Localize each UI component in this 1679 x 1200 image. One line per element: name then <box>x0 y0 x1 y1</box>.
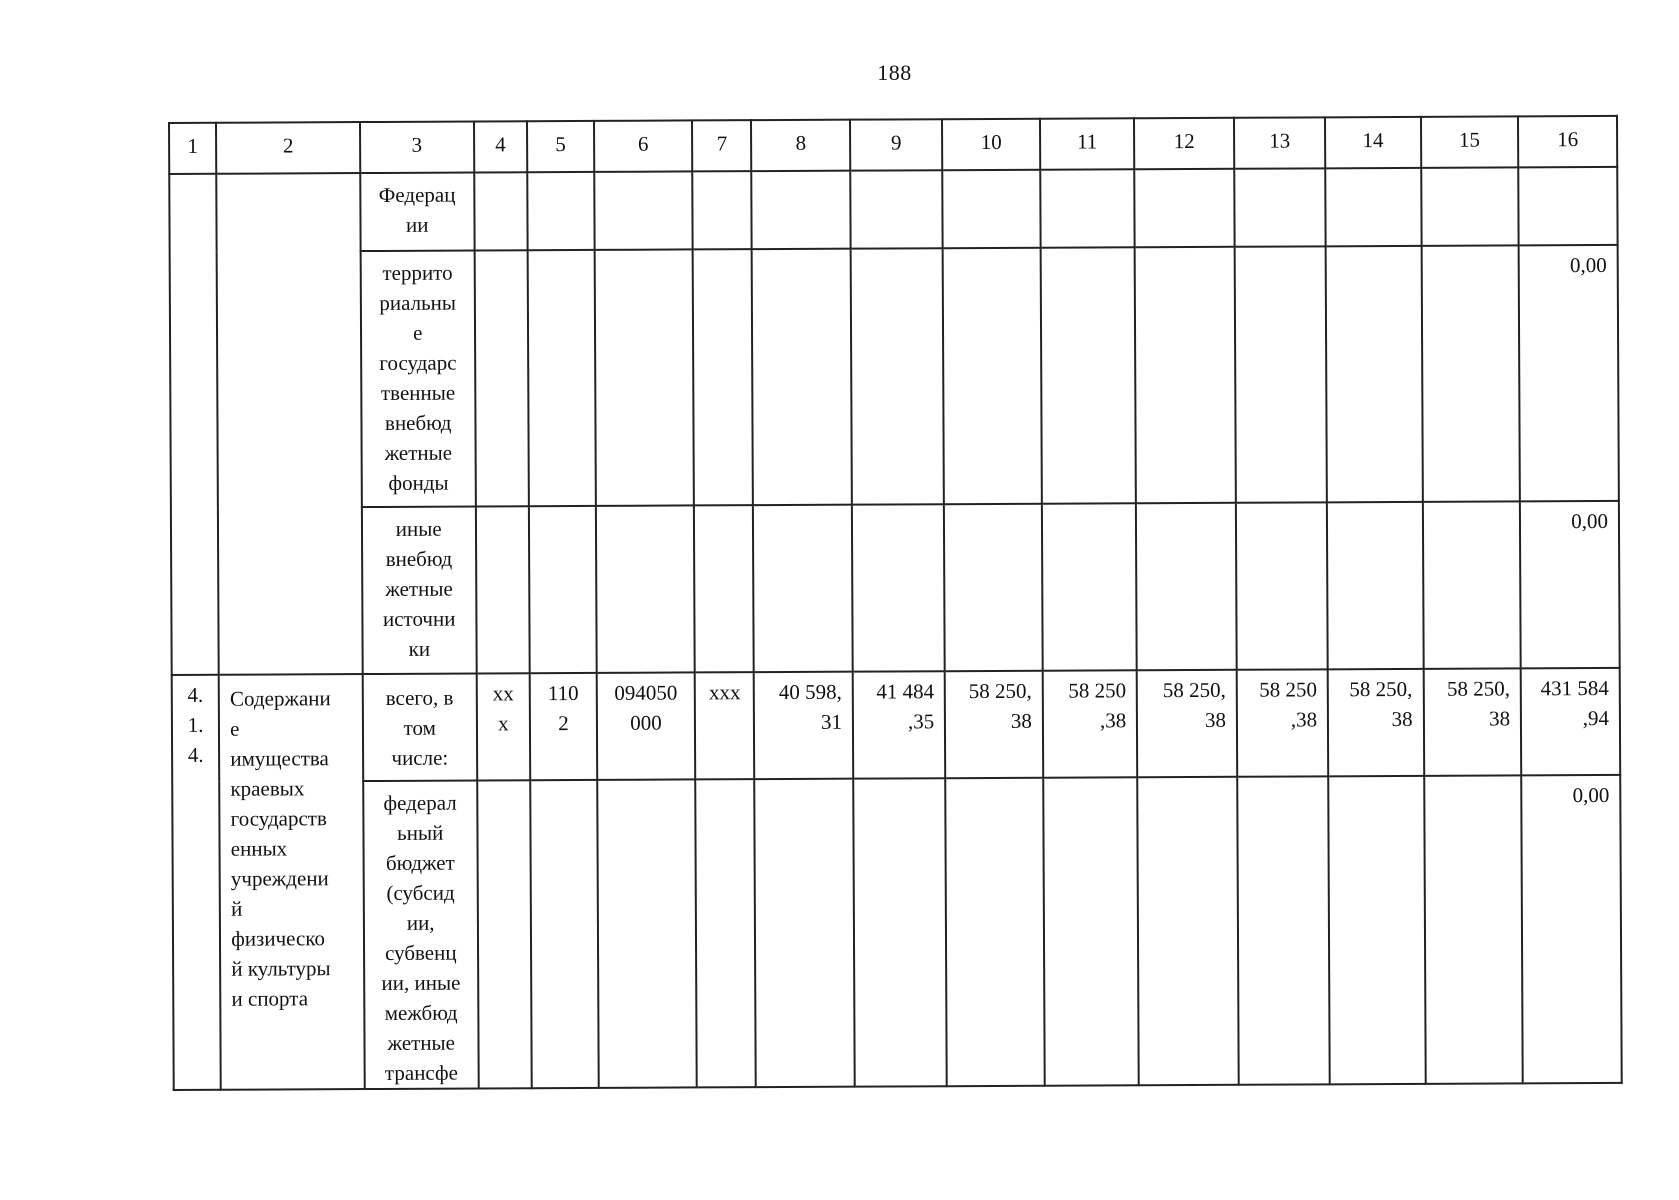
header-cell: 3 <box>360 122 474 174</box>
header-cell: 11 <box>1040 118 1135 169</box>
total-value: 0,00 <box>1520 501 1620 668</box>
header-cell: 14 <box>1325 117 1421 168</box>
funding-source-label: федерал ьный бюджет (субсид ии, субвенц ии, иные межбюд жетные трансфе <box>363 780 478 1089</box>
total-value: 0,00 <box>1519 245 1619 501</box>
header-cell: 12 <box>1134 118 1234 169</box>
item-title: Содержани е имущества краевых государств енных учреждени й физическо й культуры и спорта <box>219 674 365 1090</box>
table-row-federal <box>172 775 1621 1090</box>
value-cell: 40 598, 31 <box>754 672 853 779</box>
header-row <box>169 116 1617 174</box>
header-cell: 8 <box>751 120 850 171</box>
total-value: 0,00 <box>1521 775 1621 1083</box>
header-cell: 5 <box>527 121 594 172</box>
funding-source-label: иные внебюд жетные источни ки <box>362 507 477 675</box>
table-row-other <box>171 501 1620 675</box>
header-cell: 6 <box>594 120 693 171</box>
funding-source-label: Федерац ии <box>360 173 474 252</box>
value-cell: 41 484 ,35 <box>853 671 946 778</box>
table-row-item <box>172 668 1621 782</box>
budget-table <box>168 115 1623 1091</box>
header-cell: 13 <box>1234 117 1325 168</box>
total-value: 431 584 ,94 <box>1521 668 1620 775</box>
header-cell: 1 <box>169 123 216 174</box>
table-row-federation <box>169 167 1617 252</box>
value-cell: 58 250, 38 <box>945 671 1043 778</box>
header-cell: 15 <box>1421 116 1519 167</box>
cell-empty <box>216 173 362 675</box>
header-cell: 2 <box>216 122 360 174</box>
code-cell: хх х <box>476 673 530 780</box>
code-cell: 110 2 <box>530 673 597 780</box>
value-cell: 58 250, 38 <box>1328 669 1424 776</box>
header-cell: 9 <box>850 119 942 170</box>
header-cell: 4 <box>474 121 528 172</box>
value-cell: 58 250 ,38 <box>1043 670 1138 777</box>
header-cell: 10 <box>942 119 1040 170</box>
value-cell: 58 250, 38 <box>1423 668 1521 775</box>
item-number: 4. 1. 4. <box>172 675 221 1090</box>
header-cell: 16 <box>1518 116 1617 167</box>
code-cell: ххх <box>695 672 755 779</box>
cell-empty <box>169 174 219 675</box>
header-cell: 7 <box>692 120 751 171</box>
value-cell: 58 250 ,38 <box>1237 669 1329 776</box>
page-number: 188 <box>877 60 912 85</box>
code-cell: 094050 000 <box>596 672 695 779</box>
value-cell: 58 250, 38 <box>1137 670 1237 777</box>
table-row-territorial <box>170 245 1619 508</box>
funding-source-label: всего, в том числе: <box>363 674 477 782</box>
funding-source-label: террито риальны е государс твенные внебюд жетные фонды <box>361 251 476 508</box>
